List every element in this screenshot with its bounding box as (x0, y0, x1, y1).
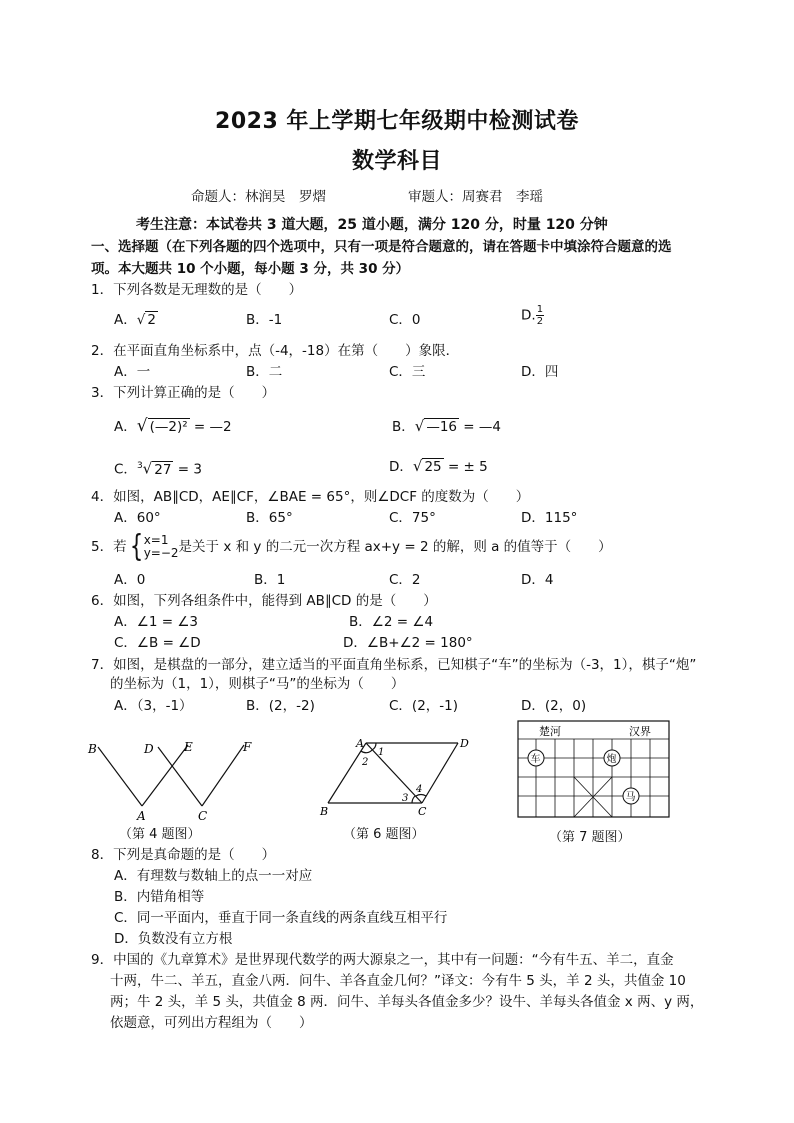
q5-stem: 5．若{ x=1 y=−2 是关于 x 和 y 的二元一次方程 ax+y = 2 的解，则 a 的值等于（ ） (91, 529, 612, 564)
figure-6-diagram (316, 735, 486, 820)
q5-option-c: C．2 (389, 572, 421, 588)
q9-line4: 依题意，可列出方程组为（ ） (110, 1015, 313, 1031)
q1-option-a: A．√ 2 (114, 312, 156, 328)
reviewers-names: 周赛君 李瑶 (462, 189, 543, 205)
q6-option-b: B．∠2 = ∠4 (349, 614, 434, 630)
q2-option-d: D．四 (521, 364, 559, 380)
q9-line1: 9．中国的《九章算术》是世界现代数学的两大源泉之一，其中有一问题：“今有牛五、羊二，直金 (91, 952, 674, 968)
q7-option-d: D．(2，0) (521, 698, 587, 714)
q2-option-c: C．三 (389, 364, 426, 380)
q3-option-c: C．$^3$√ 27 = 3 (114, 459, 202, 478)
fig6-label-angle-1: 1 (378, 747, 385, 758)
q6-option-c: C．∠B = ∠D (114, 635, 201, 651)
q5-option-d: D．4 (521, 572, 554, 588)
section1-heading-line1: 一、选择题（在下列各题的四个选项中，只有一项是符合题意的，请在答题卡中填涂符合题意的选 (91, 239, 672, 255)
fig6-label-c: C (418, 805, 427, 818)
q8-option-c: C．同一平面内，垂直于同一条直线的两条直线互相平行 (114, 910, 448, 926)
q6-option-d: D．∠B+∠2 = 180° (343, 635, 473, 651)
q7-stem-line1: 7．如图，是棋盘的一部分，建立适当的平面直角坐标系，已知棋子“车”的坐标为（-3，1），棋子“炮” (91, 657, 697, 673)
svg-text:马: 马 (625, 792, 636, 803)
svg-text:炮: 炮 (606, 754, 617, 765)
q6-option-a: A．∠1 = ∠3 (114, 614, 199, 630)
q4-stem: 4．如图，AB∥CD，AE∥CF，∠BAE = 65°，则∠DCF 的度数为（ ） (91, 489, 530, 505)
fig7-piece-pao (604, 750, 620, 766)
authors-names: 林润昊 罗熠 (245, 189, 326, 205)
fig6-label-angle-4: 4 (416, 784, 423, 795)
q3-option-d: D．√ 25 = ± 5 (389, 457, 488, 475)
q7-option-a: A．（3，-1） (114, 698, 193, 714)
fig6-label-d: D (460, 737, 469, 750)
q5-equation-system: x=1 y=−2 (143, 533, 179, 560)
figure-7-caption: （第 7 题图） (549, 830, 631, 845)
exam-notice: 考生注意：本试卷共 3 道大题，25 道小题，满分 120 分，时量 120 分钟 (136, 217, 608, 233)
q8-option-d: D．负数没有立方根 (114, 931, 233, 947)
fig6-label-angle-3: 3 (402, 793, 409, 804)
q6-stem: 6．如图，下列各组条件中，能得到 AB∥CD 的是（ ） (91, 593, 437, 609)
fig6-line-dc (422, 743, 458, 803)
exam-title: 2023 年上学期七年级期中检测试卷 (215, 109, 579, 134)
q5-option-a: A．0 (114, 572, 146, 588)
fig6-angle-1-arc (372, 743, 376, 750)
q2-option-b: B．二 (246, 364, 283, 380)
authors-label: 命题人： (191, 189, 245, 205)
q2-option-a: A．一 (114, 364, 151, 380)
figure-4-caption: （第 4 题图） (119, 827, 201, 842)
q3-option-a: A．√ (—2)² = —2 (114, 416, 232, 436)
subject-title: 数学科目 (351, 149, 442, 174)
q8-option-a: A．有理数与数轴上的点一一对应 (114, 868, 313, 884)
q4-option-d: D．115° (521, 510, 578, 526)
fig6-angle-3-arc (412, 796, 415, 803)
fig6-angle-2-arc (361, 750, 372, 753)
q8-stem: 8．下列是真命题的是（ ） (91, 847, 276, 863)
fig4-label-b: B (88, 742, 97, 756)
q3-option-b: B．√ —16 = —4 (392, 417, 501, 435)
q4-option-a: A．60° (114, 510, 161, 526)
q1-option-d: D. $\frac{1}{2}$ (521, 304, 544, 327)
fig4-label-d: D (144, 742, 154, 756)
reviewers-label: 审题人： (408, 189, 462, 205)
svg-text:车: 车 (530, 754, 541, 765)
fig4-label-a: A (137, 809, 146, 823)
q4-option-c: C．75° (389, 510, 436, 526)
fig4-label-f: F (243, 740, 252, 754)
q1-option-b: B．-1 (246, 312, 283, 328)
fig6-line-ab (328, 743, 369, 803)
fig7-river-right-label: 汉界 (629, 725, 651, 738)
fig7-board-grid (518, 739, 669, 817)
fig6-label-angle-2: 2 (362, 757, 369, 768)
q3-stem: 3．下列计算正确的是（ ） (91, 385, 276, 401)
q5-option-b: B．1 (254, 572, 286, 588)
figure-6-caption: （第 6 题图） (343, 827, 425, 842)
figure-7-chessboard (517, 720, 672, 820)
q9-line2: 十两，牛二、羊五，直金八两．问牛、羊各直金几何？”译文：今有牛 5 头，羊 2 头，共值金 10 (110, 973, 686, 989)
authors-line (191, 187, 326, 207)
fig4-label-e: E (184, 740, 193, 754)
q4-option-b: B．65° (246, 510, 293, 526)
fig4-label-c: C (198, 809, 208, 823)
q8-option-b: B．内错角相等 (114, 889, 205, 905)
fig6-label-a: A (356, 737, 364, 750)
fig7-piece-ma (623, 788, 639, 804)
q7-option-b: B．(2，-2) (246, 698, 315, 714)
q7-option-c: C．(2，-1) (389, 698, 459, 714)
fig7-river-left-label: 楚河 (539, 725, 561, 738)
q7-stem-line2: 的坐标为（1，1），则棋子“马”的坐标为（ ） (110, 676, 405, 692)
fig4-line-cf (202, 745, 244, 806)
fig4-line-ba (98, 747, 142, 806)
q1-stem: 1．下列各数是无理数的是（ ） (91, 282, 303, 298)
fig6-line-ac (366, 743, 422, 803)
q9-line3: 两；牛 2 头，羊 5 头，共值金 8 两．问牛、羊每头各值金多少？设牛、羊每头各值金 x 两、y 两， (110, 994, 704, 1010)
section1-heading-line2: 项。本大题共 10 个小题，每小题 3 分，共 30 分） (91, 261, 410, 277)
fig7-piece-che (528, 750, 544, 766)
fig6-label-b: B (320, 805, 329, 818)
figure-4-diagram (84, 735, 274, 825)
q2-stem: 2．在平面直角坐标系中，点（-4，-18）在第（ ）象限． (91, 343, 460, 359)
q1-option-c: C．0 (389, 312, 421, 328)
reviewers-line (408, 187, 543, 207)
